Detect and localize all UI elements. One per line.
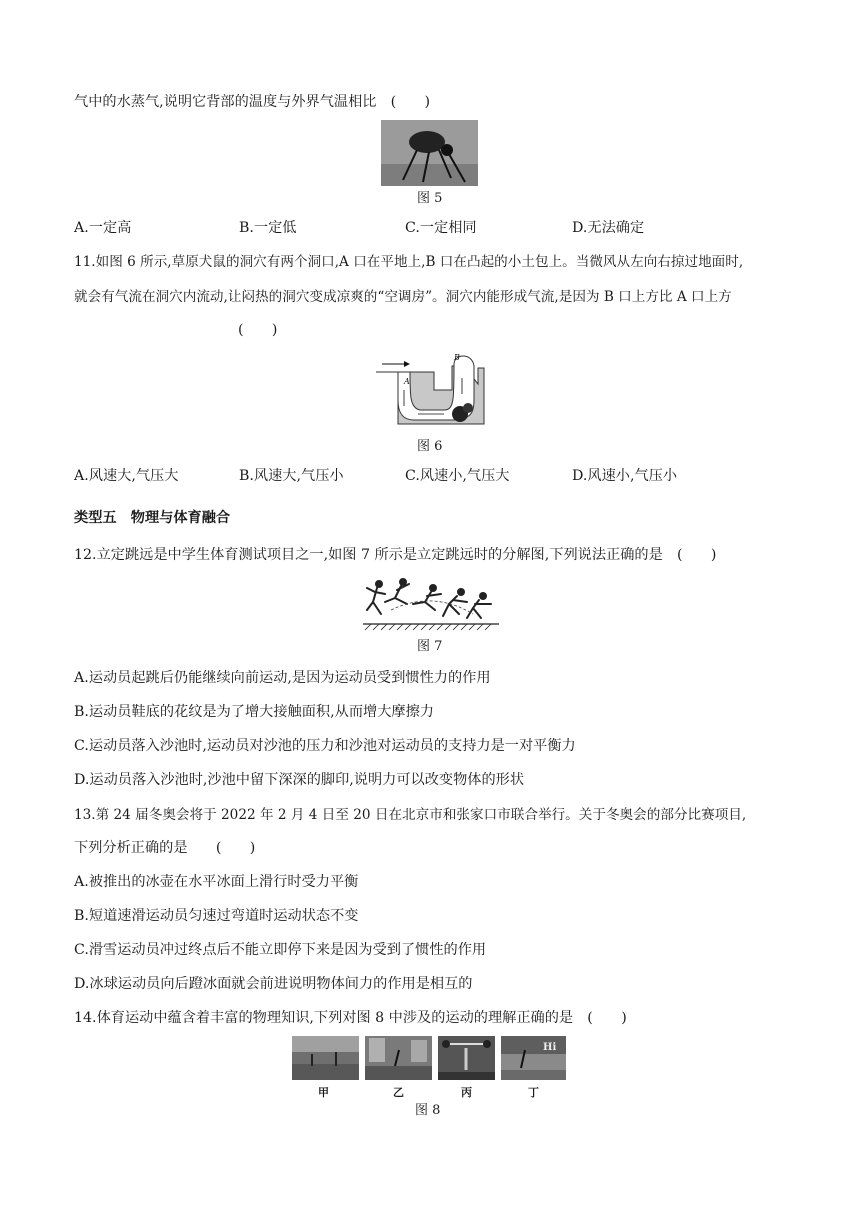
- photo-label-jia: 甲: [318, 1086, 329, 1099]
- q13-option-d: D.冰球运动员向后蹬冰面就会前进说明物体间力的作用是相互的: [74, 976, 473, 992]
- q13-option-c: C.滑雪运动员冲过终点后不能立即停下来是因为受到了惯性的作用: [74, 942, 487, 958]
- q10-option-c: C.一定相同: [405, 220, 477, 236]
- q11-stem-line1: 11.如图 6 所示,草原犬鼠的洞穴有两个洞口,A 口在平地上,B 口在凸起的小土包上。当微风从左向右掠过地面时,: [74, 254, 744, 270]
- q10-option-b: B.一定低: [239, 220, 297, 236]
- section-heading: 类型五 物理与体育融合: [74, 510, 231, 526]
- q10-option-d: D.无法确定: [572, 220, 645, 236]
- q14-stem: 14.体育运动中蕴含着丰富的物理知识,下列对图 8 中涉及的运动的理解正确的是 ( ): [74, 1010, 627, 1026]
- q12-option-c: C.运动员落入沙池时,运动员对沙池的压力和沙池对运动员的支持力是一对平衡力: [74, 738, 576, 754]
- figure-8-caption: 图 8: [415, 1103, 441, 1118]
- q13-stem-line1: 13.第 24 届冬奥会将于 2022 年 2 月 4 日至 20 日在北京市和张家口市联合举行。关于冬奥会的部分比赛项目,: [74, 807, 747, 823]
- q10-option-a: A.一定高: [74, 220, 132, 236]
- photo-yi: [365, 1036, 432, 1080]
- q11-stem-line2: 就会有气流在洞穴内流动,让闷热的洞穴变成凉爽的“空调房”。洞穴内能形成气流,是因为 B 口上方比 A 口上方: [74, 289, 732, 305]
- q11-option-b: B.风速大,气压小: [239, 468, 344, 484]
- q11-option-c: C.风速小,气压大: [405, 468, 510, 484]
- burrow-label-b: B: [454, 353, 460, 362]
- q13-stem-line2: 下列分析正确的是 ( ): [74, 840, 256, 856]
- q12-option-b: B.运动员鞋底的花纹是为了增大接触面积,从而增大摩擦力: [74, 704, 434, 720]
- q13-option-b: B.短道速滑运动员匀速过弯道时运动状态不变: [74, 908, 359, 924]
- q11-answer-blank: ( ): [238, 322, 278, 338]
- q12-option-a: A.运动员起跳后仍能继续向前运动,是因为运动员受到惯性力的作用: [74, 670, 491, 686]
- burrow-diagram: [374, 350, 486, 434]
- figure-5-caption: 图 5: [417, 191, 443, 206]
- burrow-label-a: A: [404, 377, 410, 386]
- beetle-photo: [381, 120, 478, 186]
- q13-option-a: A.被推出的冰壶在水平冰面上滑行时受力平衡: [74, 874, 359, 890]
- q10-stem: 气中的水蒸气,说明它背部的温度与外界气温相比 ( ): [74, 94, 431, 110]
- photo-bing: [438, 1036, 495, 1080]
- q11-option-d: D.风速小,气压小: [572, 468, 678, 484]
- photo-label-bing: 丙: [461, 1086, 472, 1099]
- q12-stem: 12.立定跳远是中学生体育测试项目之一,如图 7 所示是立定跳远时的分解图,下列说法正确的是 ( ): [74, 547, 717, 563]
- svg-text:Hi: Hi: [543, 1042, 557, 1053]
- long-jump-diagram: [363, 574, 499, 630]
- photo-jia: [292, 1036, 359, 1080]
- figure-7-caption: 图 7: [417, 639, 443, 654]
- photo-label-yi: 乙: [393, 1086, 404, 1099]
- photo-label-ding: 丁: [528, 1086, 539, 1099]
- photo-ding: [501, 1036, 566, 1080]
- figure-6-caption: 图 6: [417, 439, 443, 454]
- q12-option-d: D.运动员落入沙池时,沙池中留下深深的脚印,说明力可以改变物体的形状: [74, 772, 525, 788]
- q11-option-a: A.风速大,气压大: [74, 468, 179, 484]
